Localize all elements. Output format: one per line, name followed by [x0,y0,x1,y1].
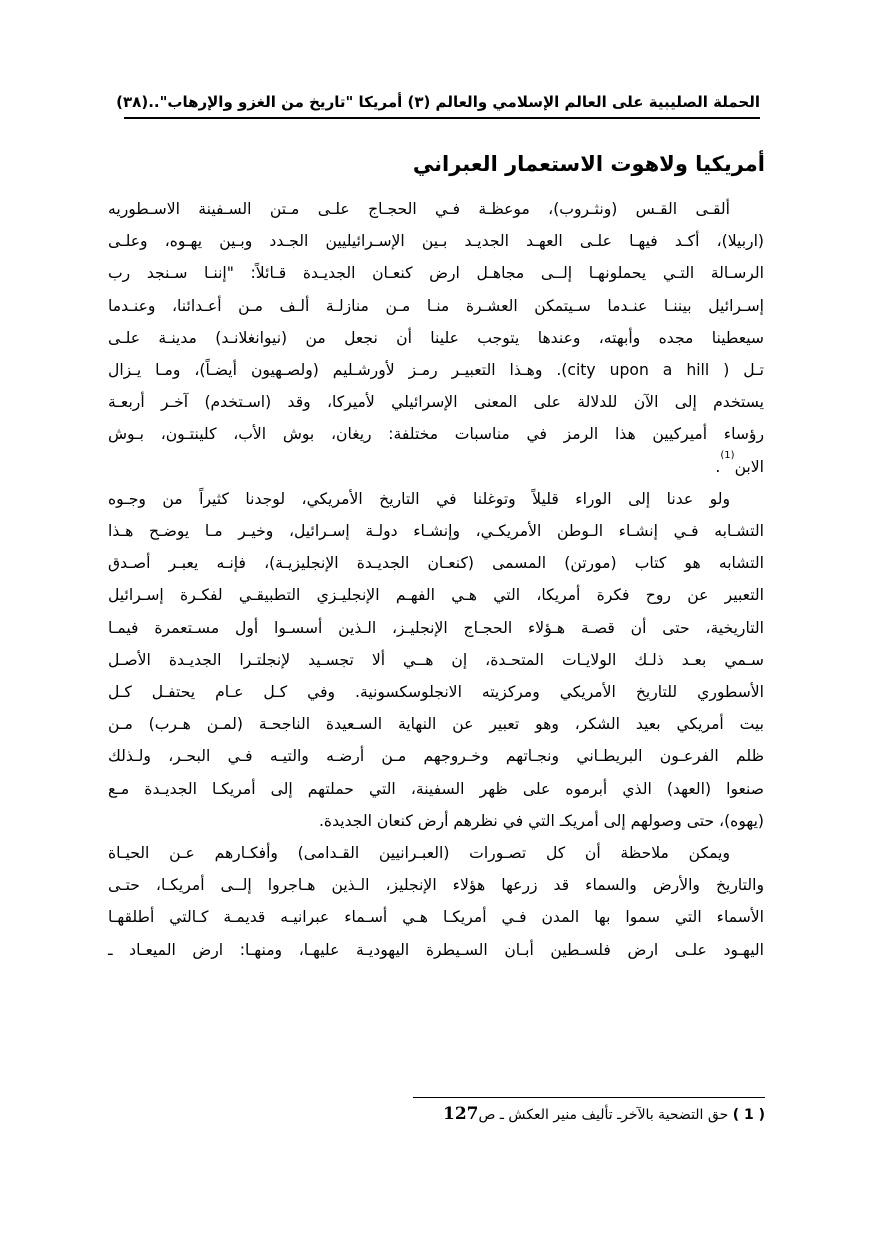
text-line: ظلم الفرعـون البريطـاني ونجـاتهم وخـروجهم مـن أرضـه والتيـه فـي البحـر، ولـذلك [108,747,764,766]
text-line: التاريخية، حتى أن قصـة هـؤلاء الحجـاج الإنجليـز، الـذين أسسـوا أول مسـتعمرة فيمـا [108,618,764,637]
page-number: (٣٨) [116,93,149,111]
footnote-reference[interactable]: (1) [720,449,735,461]
text-line: بيت أمريكي بعيد الشكر، وهو تعبير عن النهاية السـعيدة الناجحـة (لمـن هـرب) مـن [108,715,764,734]
line-text: الابن [734,457,764,476]
paragraph-2 [108,483,764,837]
text-line: الأسماء التي سموا بها المدن فـي أمريكـا هـي أسـماء عبرانيـه قديمـة كـالتي أطلقهـا [108,908,764,927]
footnote [443,1104,765,1124]
paragraph-3 [108,837,764,966]
text-line: الأسطوري للتاريخ الأمريكي ومركزيته الانجلوسكسونية. وفي كـل عـام يحتفـل كـل [108,683,764,702]
text-line: (يهوه)، حتى وصولهم إلى أمريكـ التي في نظرهم أرض كنعان الجديدة. [318,811,764,830]
text-line: التشابه هو كتاب (مورتن) المسمى (كنعـان الجديـدة الإنجليزيـة)، فإنـه يعبـر أصـدق [108,554,764,573]
text-line: الرسـالة التـي يحملونهـا إلــى مجاهـل ارض كنعـان الجديـدة قـائلاً: "إننـا سـنجد رب [108,264,764,283]
text-line: سيعطينا مجده وأبهته، وعندها يتوجب علينا أن نجعل من (نيوانغلانـد) مدينـة علـى [108,328,764,347]
text-line: والتاريخ والأرض والسماء قد زرعها هؤلاء الإنجليز، الـذين هـاجروا إلــى أمريكـا، حتـى [108,876,764,895]
text-line: ألقـى القـس (ونثـروب)، موعظـة فـي الحجـاج علـى مـتن السـفينة الاسـطوريه [108,200,730,218]
footnote-page: 127 [443,1104,479,1124]
header-divider [124,117,760,119]
text-line: تـل ( city upon a hill). وهـذا التعبيـر رمـز لأورشـليم (ولصـهيون أيضـاً)، ومـا يـزال [108,361,765,380]
text-line: رؤساء أميركيين هذا الرمز في مناسبات مختلفة: ريغان، بوش الأب، كلينتـون، بـوش [108,425,764,444]
text-line: ويمكن ملاحظة أن كل تصـورات (العبـرانيين القـدامى) وأفكـارهم عـن الحيـاة [108,844,730,863]
body-text [108,193,764,966]
footnote-marker: ( 1 ) [732,1107,765,1123]
text-line: سـمي بعـد ذلـك الولايـات المتحـدة، إن هــي ألا تجسـيد لإنجلتـرا الجديـدة الأصـل [108,650,764,669]
footnote-divider [413,1097,765,1098]
text-line: صنعوا (العهد) الذي أبرموه على ظهر السفينة، التي حملتهم إلى أمريكـا الجديـدة مـع [108,779,764,798]
text-line: التعبير عن روح فكرة أمريكا، التي هـي الفهـم الإنجليـزي التطبيقـي لفكـرة إسـرائيل [108,586,764,605]
text-line: اليهـود علـى ارض فلسـطين أبـان السـيطرة اليهوديـة عليهـا، ومنهـا: ارض الميعـاد ـ [108,940,764,959]
footnote-text: حق التضحية بالآخرـ تأليف منير العكش ـ ص [478,1107,729,1123]
running-title: الحملة الصليبية على العالم الإسلامي والعالم (٣) أمريكا "تاريخ من الغزو والإرهاب".. [148,93,760,111]
paragraph-1 [108,193,764,483]
text-line: (اربيلا)، أكـد فيهـا علـى العهـد الجديـد بـين الإسـرائيليين الجـدد وبـين يهـوه، وعلـى [108,232,764,251]
running-header [116,88,760,116]
text-line: يستخدم إلى الآن للدلالة على المعنى الإسرائيلي لأميركا، وقد (اسـتخدم) آخـر أربعـة [108,393,764,412]
text-line: إسـرائيل بيننـا عنـدما سـيتمكن العشـرة منـا مـن منازلـة ألـف مـن أعـدائنا، وعنـدما [108,296,764,315]
text-line: الابن$^{(1)}$. [715,449,764,476]
section-title: أمريكيا ولاهوت الاستعمار العبراني [412,152,765,176]
text-line: التشـابه فـي إنشـاء الـوطن الأمريكـي، وإنشـاء دولـة إسـرائيل، وخيـر مـا يوضـح هـذا [108,522,764,541]
text-line: ولو عدنا إلى الوراء قليلاً وتوغلنا في التاريخ الأمريكي، لوجدنا كثيراً من وجـوه [108,489,730,508]
